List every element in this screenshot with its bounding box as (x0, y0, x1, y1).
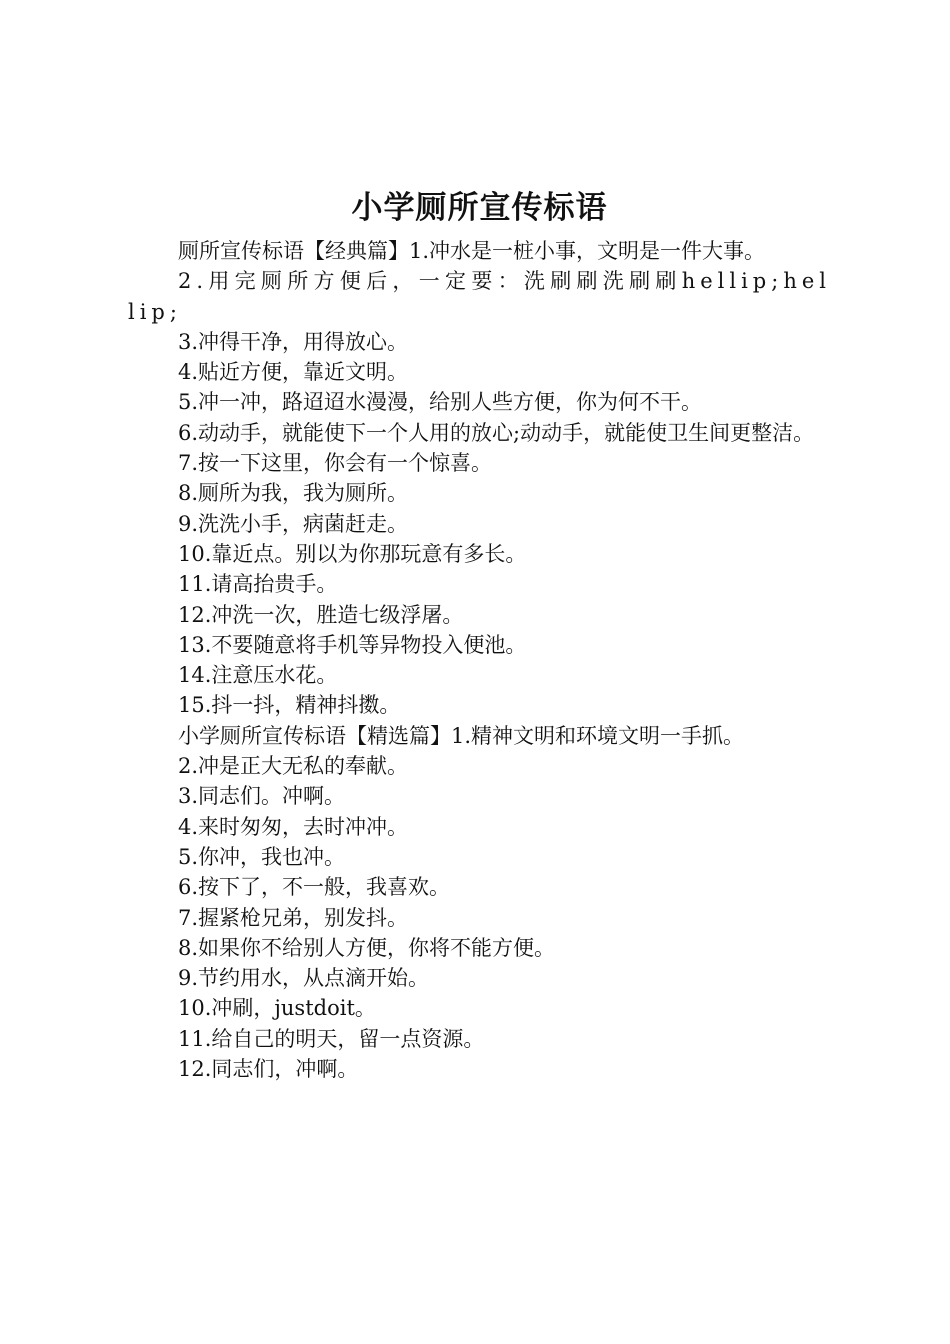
paragraph-slogan-6: 6.动动手，就能使下一个人用的放心;动动手，就能使卫生间更整洁。 (178, 420, 815, 445)
paragraph-slogan-9: 9.洗洗小手，病菌赶走。 (178, 511, 409, 536)
paragraph-selected-11: 11.给自己的明天，留一点资源。 (178, 1026, 485, 1051)
paragraph-slogan-12: 12.冲洗一次，胜造七级浮屠。 (178, 602, 464, 627)
paragraph-slogan-4: 4.贴近方便，靠近文明。 (178, 360, 409, 385)
paragraph-slogan-8: 8.厕所为我，我为厕所。 (178, 481, 409, 506)
document-title: 小学厕所宣传标语 (351, 190, 608, 226)
paragraph-slogan-3: 3.冲得干净，用得放心。 (178, 329, 409, 354)
paragraph-selected-3: 3.同志们。冲啊。 (178, 784, 346, 809)
paragraph-classic-intro: 厕所宣传标语【经典篇】1.冲水是一桩小事，文明是一件大事。 (178, 239, 766, 263)
paragraph-selected-9: 9.节约用水，从点滴开始。 (178, 966, 430, 991)
paragraph-slogan-15: 15.抖一抖，精神抖擞。 (178, 693, 401, 718)
paragraph-selected-6: 6.按下了，不一般，我喜欢。 (178, 875, 451, 900)
paragraph-selected-5: 5.你冲，我也冲。 (178, 844, 346, 869)
paragraph-slogan-7: 7.按一下这里，你会有一个惊喜。 (178, 451, 493, 476)
paragraph-selected-intro: 小学厕所宣传标语【精选篇】1.精神文明和环境文明一手抓。 (178, 723, 745, 748)
paragraph-selected-8: 8.如果你不给别人方便，你将不能方便。 (178, 935, 556, 960)
paragraph-slogan-5: 5.冲一冲，路迢迢水漫漫，给别人些方便，你为何不干。 (178, 390, 703, 415)
paragraph-slogan-2: 2.用完厕所方便后，一定要：洗刷刷洗刷刷hellip;hellip; (128, 269, 831, 324)
paragraph-slogan-11: 11.请高抬贵手。 (178, 572, 338, 597)
paragraph-slogan-14: 14.注意压水花。 (178, 663, 338, 688)
paragraph-selected-10: 10.冲刷，justdoit。 (178, 996, 376, 1021)
paragraph-selected-7: 7.握紧枪兄弟，别发抖。 (178, 905, 409, 930)
paragraph-selected-2: 2.冲是正大无私的奉献。 (178, 754, 409, 779)
paragraph-selected-12: 12.同志们，冲啊。 (178, 1057, 359, 1082)
document-page (128, 186, 831, 1084)
paragraph-slogan-10: 10.靠近点。别以为你那玩意有多长。 (178, 541, 527, 566)
paragraph-slogan-13: 13.不要随意将手机等异物投入便池。 (178, 632, 527, 657)
paragraph-selected-4: 4.来时匆匆，去时冲冲。 (178, 814, 409, 839)
